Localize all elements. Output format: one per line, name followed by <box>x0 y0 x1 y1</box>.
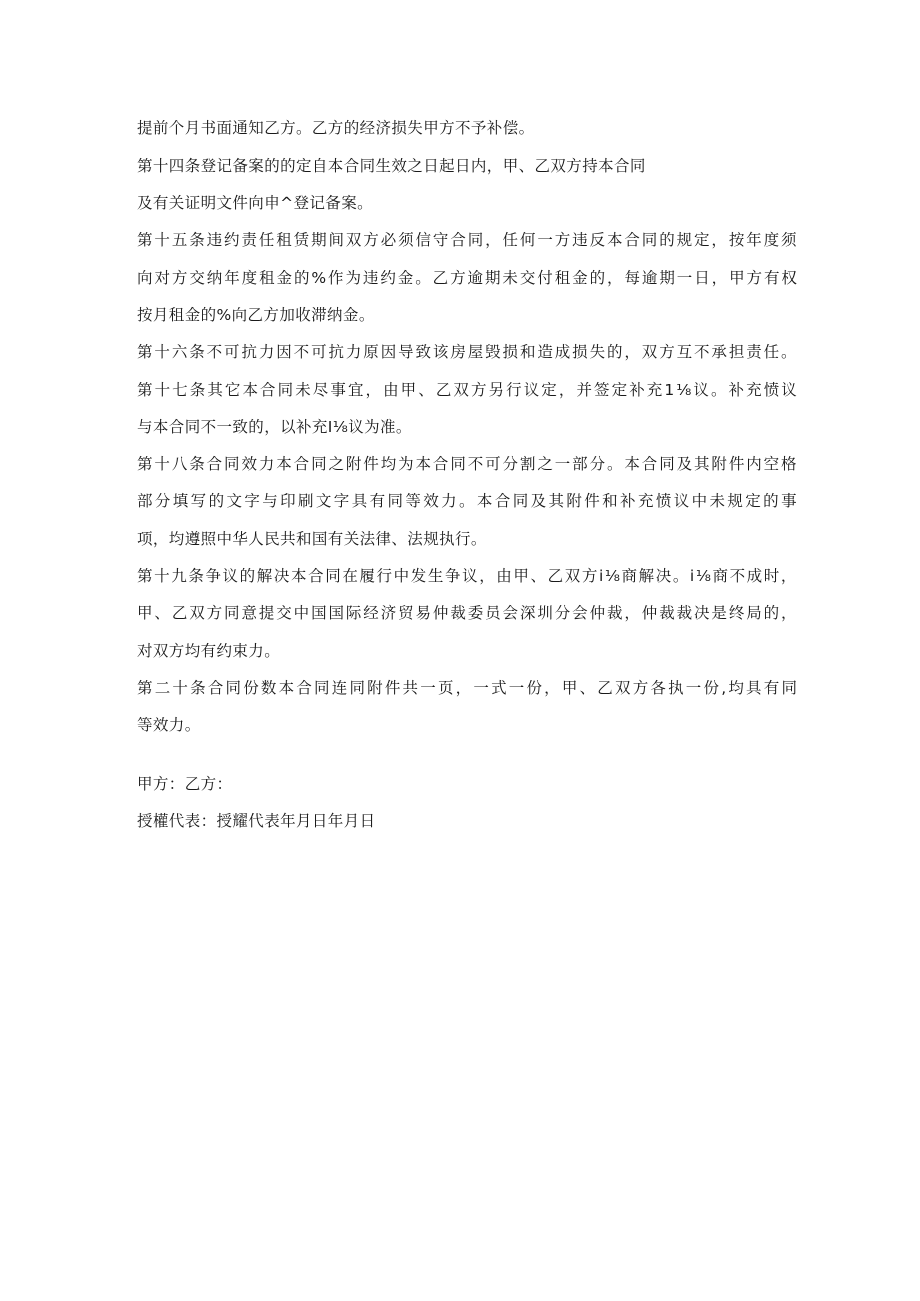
article-18-line-1: 第 十 八 条 合 同 效 力 本 合 同 之 附 件 均 为 本 合 同 不 可 分 割 之 一 部 分 。 本 合 同 及 其 附 件 内 空 格 <box>137 455 797 473</box>
article-15-line-2: 向 对 方 交 纳 年 度 租 金 的 % 作 为 违 约 金 。 乙 方 逾 期 未 交 付 租 金 的 ， 每 逾 期 一 日 ， 甲 方 有 权 <box>137 269 797 287</box>
text-line: 提前个月书面通知乙方。乙方的经济损失甲方不予补偿。 <box>137 119 535 137</box>
article-15-line-1: 第 十 五 条 违 约 责 任 租 赁 期 间 双 方 必 须 信 守 合 同 ， 任 何 一 方 违 反 本 合 同 的 规 定 ， 按 年 度 须 <box>137 231 797 249</box>
article-14-line-1: 第十四条登记备案的的定自本合同生效之日起日内，甲、乙双方持本合同 <box>137 157 646 175</box>
signature-representatives: 授權代表：授耀代表年月日年月日 <box>137 812 376 830</box>
article-17-line-2: 与本合同不一致的，以补充I⅛议为准。 <box>137 418 412 436</box>
article-18-line-3: 项，均遵照中华人民共和国有关法律、法规执行。 <box>137 530 487 548</box>
article-19-line-3: 对双方均有约束力。 <box>137 642 281 660</box>
article-20-line-2: 等效力。 <box>137 716 201 734</box>
signature-parties: 甲方：乙方： <box>137 775 233 793</box>
article-18-line-2: 部 分 填 写 的 文 字 与 印 刷 文 字 具 有 同 等 效 力 。 本 合 同 及 其 附 件 和 补 充 愤 议 中 未 规 定 的 事 <box>137 492 797 510</box>
article-14-line-2: 及有关证明文件向申^登记备案。 <box>137 194 373 212</box>
article-15-line-3: 按月租金的%向乙方加收滞纳金。 <box>137 306 375 324</box>
article-20-line-1: 第 二 十 条 合 同 份 数 本 合 同 连 同 附 件 共 一 页 ， 一 式 一 份 ， 甲 、 乙 双 方 各 执 一 份 , 均 具 有 同 <box>137 679 797 697</box>
article-19-line-2: 甲 、 乙 双 方 同 意 提 交 中 国 国 际 经 济 贸 易 仲 裁 委 员 会 深 圳 分 会 仲 裁 ， 仲 裁 裁 决 是 终 局 的 ， <box>137 604 797 622</box>
article-16-line-1: 第 十 六 条 不 可 抗 力 因 不 可 抗 力 原 因 导 致 该 房 屋 毁 损 和 造 成 损 失 的 ， 双 方 互 不 承 担 责 任 。 <box>137 343 797 361</box>
article-17-line-1: 第 十 七 条 其 它 本 合 同 未 尽 事 宜 ， 由 甲 、 乙 双 方 另 行 议 定 ， 并 签 定 补 充 1 ⅛ 议 。 补 充 愤 议 <box>137 381 797 399</box>
article-19-line-1: 第 十 九 条 争 议 的 解 决 本 合 同 在 履 行 中 发 生 争 议 ， 由 甲 、 乙 双 方 i ⅛ 商 解 决 。 i ⅛ 商 不 成 时 ， <box>137 567 797 585</box>
